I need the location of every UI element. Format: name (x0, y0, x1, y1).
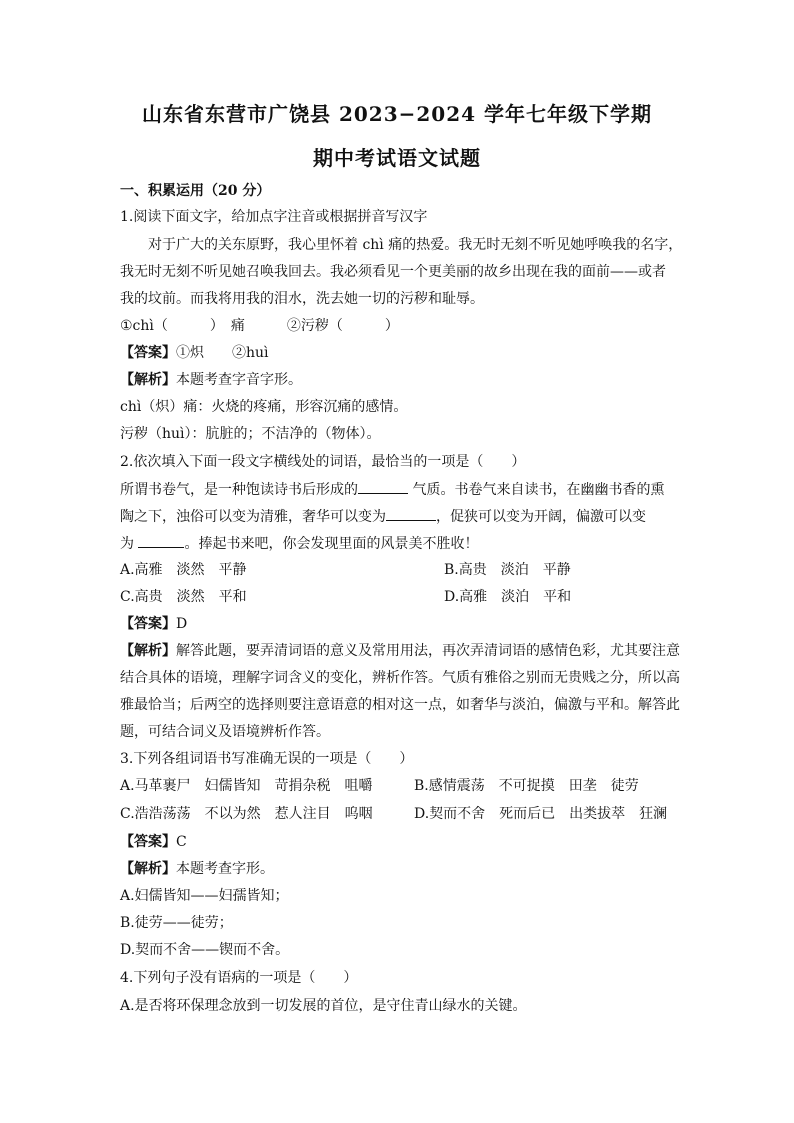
analysis-line: 题，可结合词义及语境辨析作答。 (120, 724, 330, 740)
question-2-text-line (120, 506, 646, 527)
analysis-text: 解答此题，要弄清词语的意义及常用用法，再次弄清词语的感情色彩，尤其要注意 (176, 643, 680, 659)
fill-blank (358, 479, 408, 494)
answer-label: 【答案】 (120, 834, 176, 850)
analysis-line: 雅最恰当；后两空的选择则要注意语意的相对这一点，如奢华与淡泊，偏激与平和。解答此 (120, 697, 680, 713)
answer-text: C (176, 834, 187, 850)
text-segment: 气质。书卷气来自读书，在幽幽书香的熏 (408, 482, 665, 498)
analysis-text: 本题考查字音字形。 (176, 372, 302, 388)
question-3-stem: 3.下列各组词语书写准确无误的一项是（ ） (120, 751, 414, 767)
option-d: D.高雅 淡泊 平和 (444, 589, 572, 605)
question-1-stem: 1.阅读下面文字，给加点字注音或根据拼音写汉字 (120, 209, 428, 225)
option-a: A.马革裹尸 妇儒皆知 苛捐杂税 咀嚼 (120, 778, 373, 794)
question-1-blanks: ①chì（ ） 痛 ②污秽（ ） (120, 318, 399, 334)
analysis-label: 【解析】 (120, 643, 176, 659)
section-heading: 一、积累运用（20 分） (120, 183, 271, 199)
option-d: D.契而不舍 死而后已 出类拔萃 狂澜 (414, 806, 668, 822)
option-c: C.高贵 淡然 平和 (120, 589, 247, 605)
option-a: A.是否将环保理念放到一切发展的首位，是守住青山绿水的关键。 (120, 998, 527, 1014)
question-1-paragraph-line: 我的坟前。而我将用我的泪水，洗去她一切的污秽和耻辱。 (120, 291, 484, 307)
question-2-answer (120, 614, 187, 634)
question-2-text-line (120, 479, 664, 500)
analysis-note: B.徒劳——徒劳； (120, 915, 233, 931)
analysis-line: 结合具体的语境，理解字词含义的变化，辨析作答。气质有雅俗之别而无贵贱之分，所以高 (120, 670, 680, 686)
question-1-analysis (120, 370, 302, 390)
analysis-label: 【解析】 (120, 861, 176, 877)
answer-text: D (176, 616, 188, 632)
question-2-text-line (120, 533, 478, 554)
analysis-label: 【解析】 (120, 372, 176, 388)
analysis-note: 污秽（huì）：肮脏的；不洁净的（物体）。 (120, 426, 381, 442)
fill-blank (138, 533, 184, 548)
document-title: 山东省东营市广饶县 2023−2024 学年七年级下学期 (141, 102, 652, 126)
question-4-stem: 4.下列句子没有语病的一项是（ ） (120, 970, 358, 986)
answer-label: 【答案】 (120, 616, 176, 632)
text-segment: 。捧起书来吧，你会发现里面的风景美不胜收！ (184, 536, 479, 552)
option-a: A.高雅 淡然 平静 (120, 562, 247, 578)
text-segment: 为 (120, 536, 139, 552)
question-1-answer (120, 343, 269, 363)
analysis-note: chì（炽）痛：火烧的疼痛，形容沉痛的感情。 (120, 399, 408, 415)
text-segment: 陶之下，浊俗可以变为清雅，奢华可以变为 (120, 509, 386, 525)
question-3-analysis (120, 859, 274, 879)
text-segment: ，促狭可以变为开阔，偏激可以变 (436, 509, 646, 525)
answer-label: 【答案】 (120, 345, 176, 361)
question-3-answer (120, 832, 187, 852)
option-b: B.高贵 淡泊 平静 (444, 562, 571, 578)
question-2-analysis (120, 641, 680, 661)
question-2-stem: 2.依次填入下面一段文字横线处的词语，最恰当的一项是（ ） (120, 454, 526, 470)
analysis-note: A.妇儒皆知——妇孺皆知； (120, 888, 289, 904)
answer-text: ①炽 ②huì (176, 345, 269, 361)
option-b: B.感情震荡 不可捉摸 田垄 徒劳 (414, 778, 639, 794)
document-subtitle: 期中考试语文试题 (313, 146, 481, 170)
fill-blank (386, 506, 436, 521)
question-1-paragraph-line: 我无时无刻不听见她召唤我回去。我必须看见一个更美丽的故乡出现在我的面前——或者 (120, 264, 666, 280)
question-1-paragraph-line: 对于广大的关东原野，我心里怀着 chì 痛的热爱。我无时无刻不听见她呼唤我的名字， (148, 237, 683, 253)
option-c: C.浩浩荡荡 不以为然 惹人注目 呜咽 (120, 806, 373, 822)
text-segment: 所谓书卷气，是一种饱读诗书后形成的 (120, 482, 358, 498)
analysis-text: 本题考查字形。 (176, 861, 274, 877)
analysis-note: D.契而不舍——锲而不舍。 (120, 942, 290, 958)
